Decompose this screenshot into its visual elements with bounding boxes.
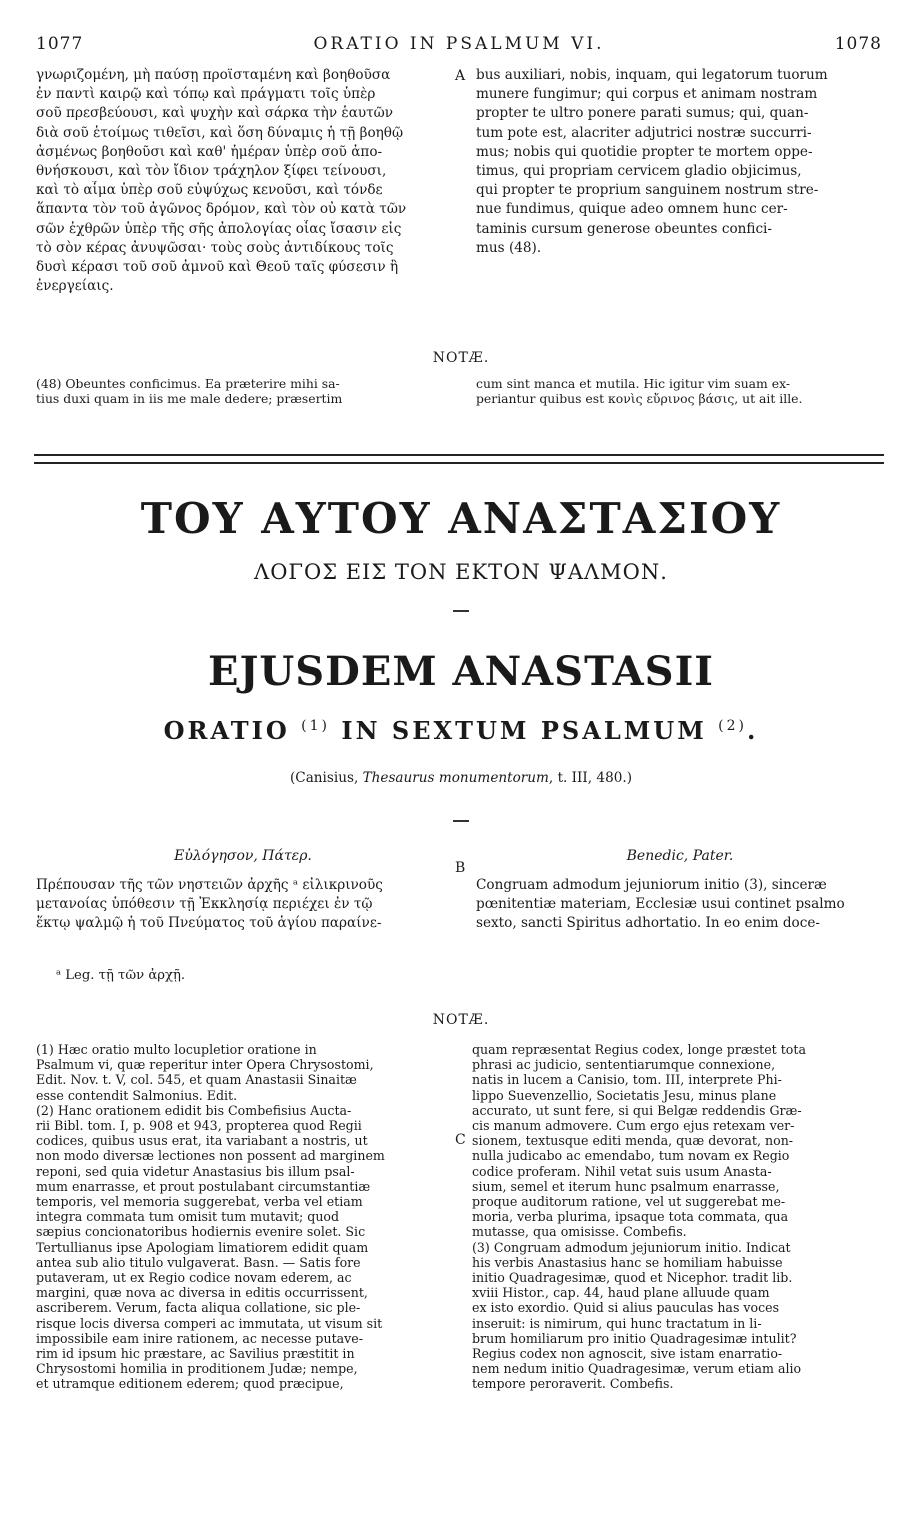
- note-text-line: sæpius concionatoribus hodiernis evenire solet. Sic: [36, 1224, 366, 1240]
- note-text-line: tius duxi quam in iis me male dedere; præsertim: [36, 391, 343, 407]
- note-text-line: lippo Suevenzellio, Societatis Jesu, minus plane: [472, 1087, 777, 1103]
- greek-text-line: διὰ σοῦ ἑτοίμως τιθεῖσι, καὶ ὅση δύναμις ἡ τῇ βοηθῷ: [36, 124, 404, 141]
- note-text-line: Tertullianus ipse Apologiam limatiorem edidit quam: [36, 1239, 369, 1255]
- right-page-number: 1078: [834, 34, 882, 54]
- greek-oration-heading: Εὐλόγησον, Πάτερ.: [174, 848, 312, 864]
- note-text-line: putaveram, ut ex Regio codice novam ederem, ac: [36, 1270, 352, 1286]
- note-text-line: rim id ipsum hic præstare, ac Savilius præstitit in: [36, 1346, 355, 1362]
- latin-title: EJUSDEM ANASTASII: [207, 648, 714, 695]
- footnote-ref-1: (1): [301, 718, 330, 734]
- note-text-line: Regius codex non agnoscit, sive istam enarratio-: [472, 1346, 783, 1362]
- note-text-line: sium, semel et iterum hunc psalmum enarrasse,: [472, 1178, 780, 1194]
- note-text-line: integra commata tum omisit tum mutavit; quod: [36, 1209, 340, 1225]
- note-text-line: nulla judicabo ac emendabo, tum novam ex Regio: [472, 1148, 790, 1164]
- note-text-line: rii Bibl. tom. I, p. 908 et 943, propterea quod Regii: [36, 1118, 362, 1134]
- latin-text-line: mus (48).: [476, 239, 542, 256]
- note-text-line: antea sub alio titulo vulgaverat. Basn. — Satis fore: [36, 1254, 361, 1270]
- source-citation: [0, 770, 922, 786]
- footnote-ref-2: (2): [718, 718, 747, 734]
- greek-text-line: θνήσκουσι, καὶ τὸν ἴδιον τράχηλον ξίφει τείνουσι,: [36, 163, 387, 180]
- top-notae-heading: NOTÆ.: [432, 350, 490, 366]
- greek-title: ΤΟΥ ΑΥΤΟΥ ΑΝΑΣΤΑΣΙΟΥ: [140, 494, 782, 543]
- top-latin-column: [476, 66, 884, 258]
- oration-greek-text: [36, 876, 450, 934]
- latin-subtitle: [0, 716, 922, 745]
- bottom-notae-heading: NOTÆ.: [432, 1012, 490, 1028]
- note-text-line: Chrysostomi homilia in proditionem Judæ; nempe,: [36, 1361, 358, 1377]
- note-text-line: temporis, vel memoria suggerebat, verba vel etiam: [36, 1194, 363, 1210]
- greek-text-line: δυσὶ κέρασι τοῦ σοῦ ἀμνοῦ καὶ Θεοῦ ταῖς φύσεσιν ἢ: [36, 259, 399, 276]
- left-page-number: 1077: [36, 34, 84, 54]
- note-text-line: esse contendit Salmonius. Edit.: [36, 1087, 238, 1103]
- note-text-line: brum homiliarum pro initio Quadragesimæ intulit?: [472, 1330, 797, 1346]
- note-text-line: natis in lucem a Canisio, tom. III, interprete Phi-: [472, 1072, 782, 1088]
- note-text-line: et utramque editionem ederem; quod præcipue,: [36, 1376, 344, 1392]
- greek-text-line: γνωριζομένη, μὴ παύσῃ προϊσταμένη καὶ βοηθοῦσα: [36, 67, 391, 83]
- note-text-line: phrasi ac judicio, sententiarumque connexione,: [472, 1057, 776, 1073]
- note-text-line: his verbis Anastasius hanc se homiliam habuisse: [472, 1254, 783, 1270]
- note-text-line: non modo diversæ lectiones non possent ad marginem: [36, 1148, 385, 1164]
- latin-subtitle-period: .: [746, 716, 759, 745]
- note-text-line: (3) Congruam admodum jejuniorum initio. Indicat: [472, 1239, 791, 1255]
- margin-letter-c: C: [455, 1132, 466, 1148]
- greek-text-line: μετανοίας ὑπόθεσιν τῇ Ἐκκλησίᾳ περιέχει ἐν τῷ: [36, 896, 373, 913]
- latin-text-line: nue fundimus, quique adeo omnem hunc cer-: [476, 201, 788, 218]
- greek-subtitle: ΛΟΓΟΣ ΕΙΣ ΤΟΝ ΕΚΤΟΝ ΨΑΛΜΟΝ.: [254, 560, 668, 584]
- greek-text-line: ἀσμένως βοηθοῦσι καὶ καθ' ἡμέραν ὑπὲρ σοῦ ἀπο-: [36, 143, 383, 160]
- note-text-line: (1) Hæc oratio multo locupletior oratione in: [36, 1042, 317, 1057]
- latin-text-line: timus, qui propriam cervicem gladio objicimus,: [476, 163, 802, 180]
- latin-oration-heading: Benedic, Pater.: [626, 848, 734, 864]
- note-text-line: risque locis diversa comperi ac immutata, ut visum sit: [36, 1315, 383, 1331]
- note-text-line: accurato, ut sunt fere, si qui Belgæ reddendis Græ-: [472, 1102, 802, 1118]
- greek-text-line: τὸ σὸν κέρας ἀνυψῶσαι· τοὺς σοὺς ἀντιδίκους τοῖς: [36, 239, 394, 256]
- note-text-line: sionem, textusque editi menda, quæ devorat, non-: [472, 1133, 794, 1149]
- oration-latin-text: [476, 876, 884, 934]
- bottom-notes-left: [36, 1042, 454, 1392]
- greek-text-line: ἐνεργείαις.: [36, 278, 114, 295]
- latin-text-line: sexto, sancti Spiritus adhortatio. In eo enim doce-: [476, 915, 820, 932]
- latin-text-line: tum pote est, alacriter adjutrici nostræ succurri-: [476, 124, 812, 141]
- note-text-line: (2) Hanc orationem edidit bis Combefisius Aucta-: [36, 1102, 352, 1118]
- note-text-line: ex isto exordio. Quid si alius pauculas has voces: [472, 1300, 780, 1316]
- source-suffix: , t. III, 480.): [548, 770, 632, 786]
- greek-text-line: Πρέπουσαν τῆς τῶν νηστειῶν ἀρχῆς ᵃ εἰλικρινοῦς: [36, 877, 383, 893]
- note-text-line: codices, quibus usus erat, ita variabant a nostris, ut: [36, 1133, 368, 1149]
- margin-letter-a: A: [455, 68, 466, 84]
- note-text-line: codice proferam. Nihil vetat suis usum Anasta-: [472, 1163, 772, 1179]
- note-text-line: Psalmum vi, quæ reperitur inter Opera Chrysostomi,: [36, 1057, 374, 1073]
- note-text-line: cis manum admovere. Cum ergo ejus retexam ver-: [472, 1118, 795, 1134]
- note-text-line: initio Quadragesimæ, quod et Nicephor. tradit lib.: [472, 1270, 793, 1286]
- section-divider: [34, 454, 884, 464]
- greek-text-line: σῶν ἐχθρῶν ὑπὲρ τῆς σῆς ἀπολογίας οἷας ἴσασιν εἰς: [36, 220, 402, 237]
- latin-text-line: munere fungimur; qui corpus et animam nostram: [476, 86, 818, 103]
- greek-text-line: ἅπαντα τὸν τοῦ ἀγῶνος δρόμον, καὶ τὸν οὐ κατὰ τῶν: [36, 201, 407, 218]
- note-text-line: impossibile eam inire rationem, ac necesse putave-: [36, 1330, 363, 1346]
- greek-text-line: σοῦ πρεσβεύουσι, καὶ ψυχὴν καὶ σάρκα τὴν ἑαυτῶν: [36, 105, 394, 122]
- note-text-line: quam repræsentat Regius codex, longe præstet tota: [472, 1042, 806, 1057]
- latin-subtitle-psalm: IN SEXTUM PSALMUM: [341, 716, 707, 745]
- note-text-line: Edit. Nov. t. V, col. 545, et quam Anastasii Sinaitæ: [36, 1072, 357, 1088]
- note-text-line: xviii Histor., cap. 44, haud plane alluude quam: [472, 1285, 770, 1301]
- note-text-line: moria, verba plurima, ipsaque tota commata, qua: [472, 1209, 789, 1225]
- latin-text-line: qui propter te proprium sanguinem nostrum stre-: [476, 182, 819, 199]
- note-text-line: (48) Obeuntes conficimus. Ea præterire mihi sa-: [36, 376, 340, 391]
- title-dash: [453, 610, 469, 612]
- latin-text-line: pœnitentiæ materiam, Ecclesiæ usui continet psalmo: [476, 896, 845, 913]
- note-text-line: margini, quæ nova ac diversa in editis occurrissent,: [36, 1285, 368, 1301]
- latin-text-line: propter te ultro ponere parati sumus; qui, quan-: [476, 105, 809, 122]
- bottom-notes-right: [472, 1042, 884, 1392]
- top-note-left: [36, 376, 450, 406]
- source-prefix: (Canisius,: [289, 770, 363, 786]
- latin-subtitle-oratio: ORATIO: [163, 716, 290, 745]
- top-greek-column: [36, 66, 450, 296]
- greek-text-line: ἕκτῳ ψαλμῷ ἡ τοῦ Πνεύματος τοῦ ἁγίου παραίνε-: [36, 915, 382, 932]
- note-text-line: nem nedum initio Quadragesimæ, verum etiam alio: [472, 1361, 802, 1377]
- note-text-line: cum sint manca et mutila. Hic igitur vim suam ex-: [476, 376, 791, 391]
- greek-text-line: ἐν παντὶ καιρῷ καὶ τόπῳ καὶ πράγματι τοῖς ὑπὲρ: [36, 86, 376, 103]
- note-text-line: reponi, sed quia videtur Anastasius bis illum psal-: [36, 1163, 355, 1179]
- latin-text-line: mus; nobis qui quotidie propter te mortem oppe-: [476, 143, 813, 160]
- greek-footnote-a: ᵃ Leg. τῇ τῶν ἀρχῇ.: [56, 968, 186, 983]
- latin-text-line: Congruam admodum jejuniorum initio (3), sinceræ: [476, 877, 827, 893]
- note-text-line: proque auditorum ratione, vel ut suggerebat me-: [472, 1194, 786, 1210]
- latin-text-line: taminis cursum generose obeuntes confici-: [476, 220, 773, 237]
- latin-text-line: bus auxiliari, nobis, inquam, qui legatorum tuorum: [476, 67, 828, 83]
- note-text-line: inseruit: is nimirum, qui hunc tractatum in li-: [472, 1315, 762, 1331]
- running-title: ORATIO IN PSALMUM VI.: [313, 34, 605, 54]
- margin-letter-b: B: [455, 860, 466, 876]
- source-dash: [453, 820, 469, 822]
- note-text-line: mum enarrasse, et prout postulabant circumstantiæ: [36, 1178, 371, 1194]
- running-head: [36, 34, 882, 56]
- top-note-right: [476, 376, 884, 406]
- note-text-line: tempore peroraverit. Combefis.: [472, 1376, 674, 1392]
- note-text-line: ascriberem. Verum, facta aliqua collatione, sic ple-: [36, 1300, 361, 1316]
- note-text-line: periantur quibus est κονὶς εὔρινος βάσις, ut ait ille.: [476, 391, 803, 407]
- greek-text-line: καὶ τὸ αἷμα ὑπὲρ σοῦ εὐψύχως κενοῦσι, καὶ τόνδε: [36, 182, 383, 199]
- note-text-line: mutasse, qua omisisse. Combefis.: [472, 1224, 687, 1240]
- source-title: Thesaurus monumentorum: [362, 770, 549, 786]
